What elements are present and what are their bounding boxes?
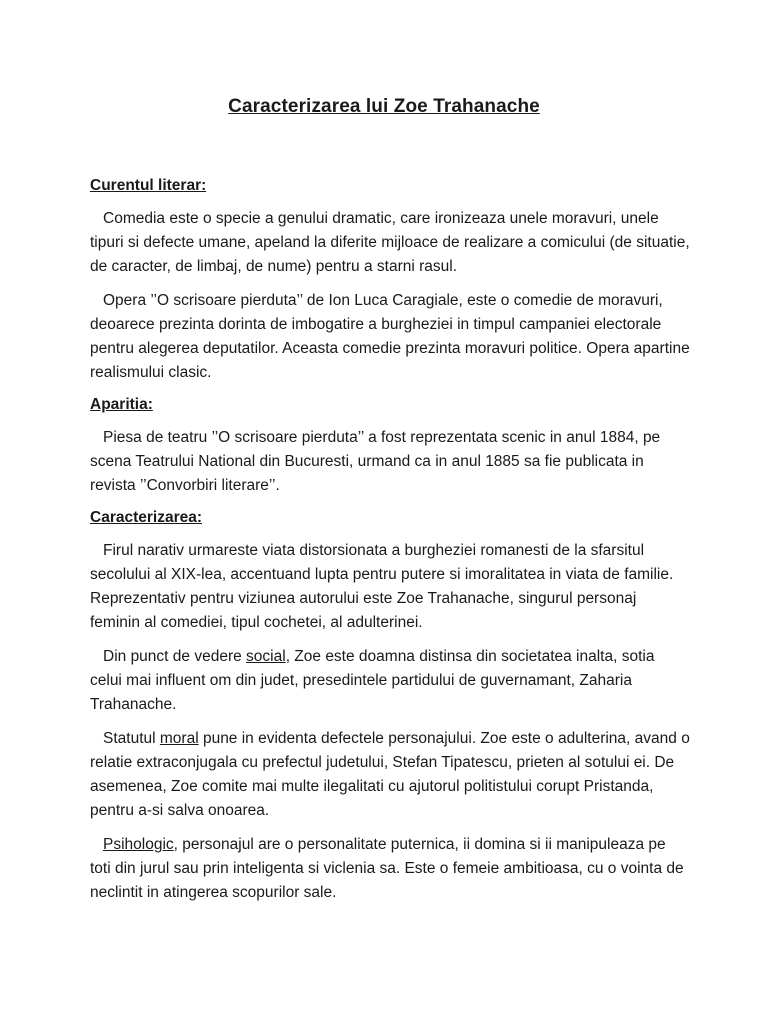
document-body: [90, 175, 690, 915]
section-heading-aparitia: Aparitia:: [90, 396, 153, 413]
social-keyword: social: [246, 648, 286, 665]
paragraph-piesa-de-teatru: Piesa de teatru ’’O scrisoare pierduta’’ a fost reprezentata scenic in anul 1884, pe scena Teatrului National din Bucuresti, urmand ca in anul 1885 sa fie publicata in revista ’’Convorbiri literare’’.: [90, 429, 661, 494]
social-body-text: , Zoe este doamna distinsa din societatea inalta, sotia celui mai influent om din judet, presedintele partidului de guvernamant, Zaharia Trahanache.: [90, 648, 655, 713]
section-heading-curentul-literar: Curentul literar:: [90, 177, 207, 194]
paragraph-comedia: Comedia este o specie a genului dramatic, care ironizeaza unele moravuri, unele tipuri si defecte umane, apeland la diferite mijloace de realizare a comicului (de situatie, de caracter, de limbaj, de nume) pentru a starni rasul.: [90, 210, 690, 275]
document-title: Caracterizarea lui Zoe Trahanache: [228, 96, 540, 117]
psihologic-body-text: , personajul are o personalitate puternica, ii domina si ii manipuleaza pe toti din jurul sau prin inteligenta si viclenia sa. Este o femeie ambitioasa, cu o vointa de neclintit in atingerea scopurilor sale.: [90, 836, 684, 901]
section-heading-caracterizarea: Caracterizarea:: [90, 509, 203, 526]
paragraph-social: [90, 645, 690, 717]
paragraph-psihologic: [90, 833, 690, 905]
social-lead-text: Din punct de vedere: [103, 648, 247, 665]
paragraph-opera: Opera ’’O scrisoare pierduta’’ de Ion Luca Caragiale, este o comedie de moravuri, deoarece prezinta dorinta de imbogatire a burgheziei in timpul campaniei electorale pentru alegerea deputatilor. Aceasta comedie prezinta moravuri politice. Opera apartine realismului clasic.: [90, 292, 690, 381]
moral-body-text: pune in evidenta defectele personajului. Zoe este o adulterina, avand o relatie extraconjugala cu prefectul judetului, Stefan Tipatescu, prieten al sotului ei. De asemenea, Zoe comite mai multe ilegalitati cu ajutorul politistului corupt Pristanda, pentru a-si salva onoarea.: [90, 730, 690, 819]
moral-keyword: moral: [159, 730, 199, 747]
moral-lead-text: Statutul: [103, 730, 160, 747]
paragraph-moral: [90, 727, 690, 823]
paragraph-firul-narativ: Firul narativ urmareste viata distorsionata a burgheziei romanesti de la sfarsitul secolului al XIX-lea, accentuand lupta pentru putere si imoralitatea in viata de familie. Reprezentativ pentru viziunea autorului este Zoe Trahanache, singurul personaj feminin al comediei, tipul cochetei, al adulterinei.: [90, 542, 674, 631]
psihologic-keyword: Psihologic: [103, 836, 174, 853]
